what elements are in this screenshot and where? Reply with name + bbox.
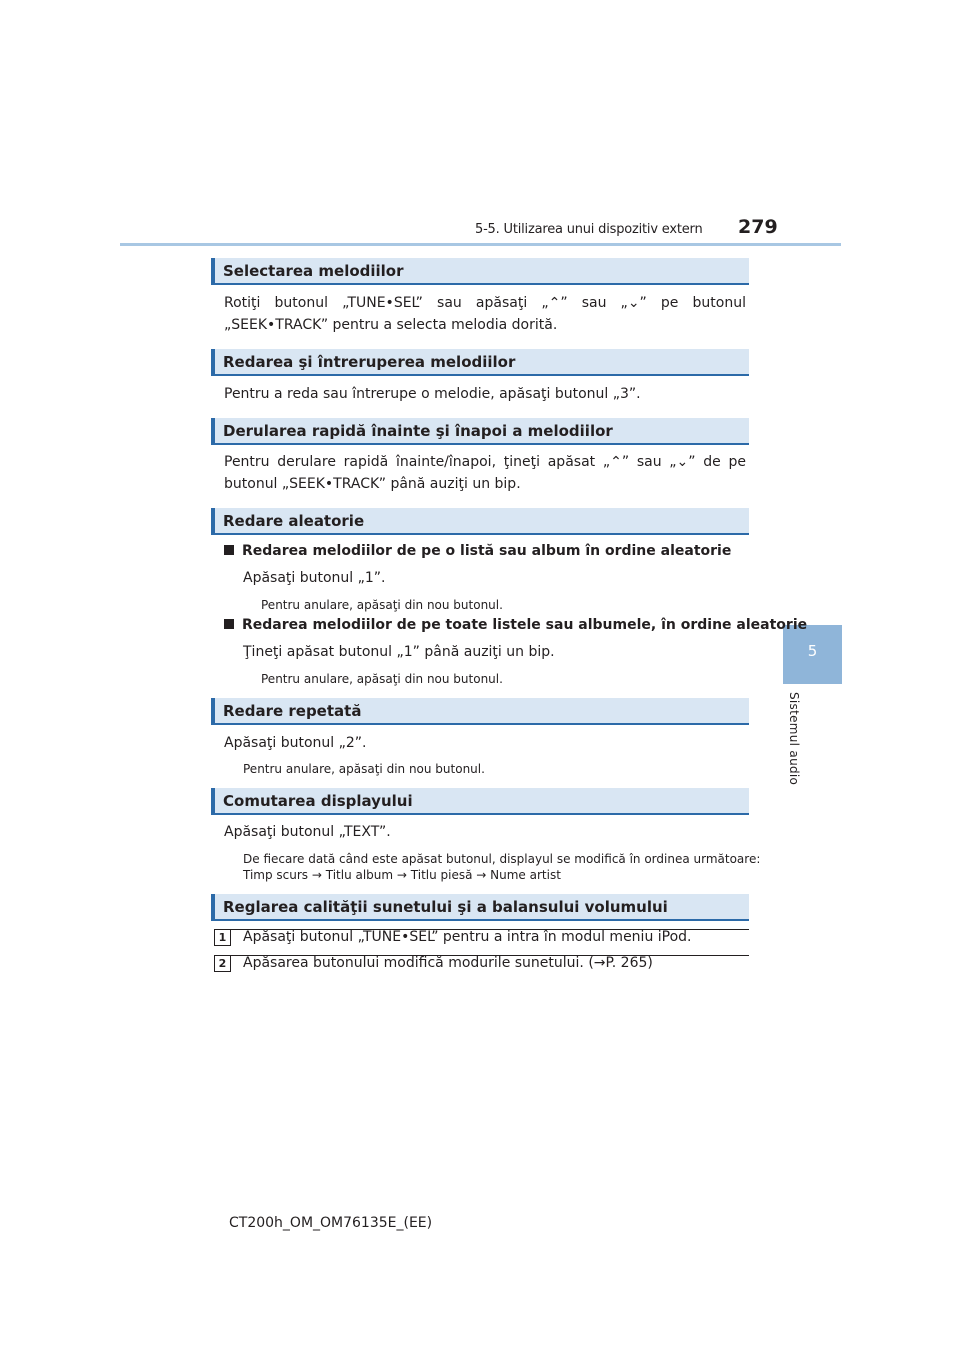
- section-text: Rotiţi butonul „TUNE•SEL” sau apăsaţi „⌃” sau „⌄” pe butonul „SEEK•TRACK” pentru a selecta melodia dorită.: [224, 295, 746, 333]
- section-title: Reglarea calităţii sunetului şi a balansului volumului: [223, 898, 668, 916]
- chapter-tab: [783, 625, 842, 684]
- note-text: Timp scurs → Titlu album → Titlu piesă → Nume artist: [243, 868, 561, 882]
- section-header-display: [211, 788, 749, 815]
- section-header-derulare: [211, 418, 749, 445]
- section-title: Redare aleatorie: [223, 512, 365, 530]
- section-header-aleatorie: [211, 508, 749, 535]
- section-title: Selectarea melodiilor: [223, 262, 404, 280]
- section-title: Redare repetată: [223, 702, 362, 720]
- section-text: Apăsaţi butonul „TEXT”.: [224, 824, 391, 840]
- section-title: Derularea rapidă înainte şi înapoi a melodiilor: [223, 422, 613, 440]
- step-number-badge: 1: [214, 929, 231, 946]
- chapter-label: Sistemul audio: [787, 692, 801, 786]
- section-header-selectare: [211, 258, 749, 285]
- section-title: Comutarea displayului: [223, 792, 413, 810]
- step-number-badge: 2: [214, 955, 231, 972]
- note-text: Pentru anulare, apăsaţi din nou butonul.: [243, 762, 485, 776]
- square-bullet-icon: [224, 619, 234, 629]
- document-code: CT200h_OM_OM76135E_(EE): [229, 1215, 433, 1231]
- section-text: Apăsaţi butonul „2”.: [224, 735, 367, 751]
- header-section-title: 5-5. Utilizarea unui dispozitiv extern: [475, 222, 703, 237]
- note-text: Pentru anulare, apăsaţi din nou butonul.: [261, 598, 503, 612]
- note-text: De fiecare dată când este apăsat butonul, displayul se modifică în ordinea următoare:: [243, 852, 761, 866]
- step-text: Ţineţi apăsat butonul „1” până auziţi un bip.: [243, 644, 555, 660]
- section-text: Pentru a reda sau întrerupe o melodie, apăsaţi butonul „3”.: [224, 386, 641, 402]
- section-header-redare: [211, 349, 749, 376]
- sub-heading: Redarea melodiilor de pe o listă sau album în ordine aleatorie: [224, 543, 731, 559]
- step-text: Apăsarea butonului modifică modurile sunetului. (→P. 265): [243, 955, 653, 971]
- section-header-reglare: [211, 894, 749, 921]
- header-rule: [120, 243, 841, 246]
- page-number: 279: [738, 216, 778, 238]
- section-header-repetata: [211, 698, 749, 725]
- step-text: Apăsaţi butonul „1”.: [243, 570, 386, 586]
- note-text: Pentru anulare, apăsaţi din nou butonul.: [261, 672, 503, 686]
- chapter-tab-number: 5: [807, 642, 818, 660]
- sub-heading: Redarea melodiilor de pe toate listele sau albumele, în ordine aleatorie: [224, 617, 807, 633]
- square-bullet-icon: [224, 545, 234, 555]
- step-text: Apăsaţi butonul „TUNE•SEL” pentru a intra în modul meniu iPod.: [243, 929, 692, 945]
- section-title: Redarea şi întreruperea melodiilor: [223, 353, 516, 371]
- section-text: Pentru derulare rapidă înainte/înapoi, ţineţi apăsat „⌃” sau „⌄” de pe butonul „SEEK•TRACK” până auziţi un bip.: [224, 454, 746, 492]
